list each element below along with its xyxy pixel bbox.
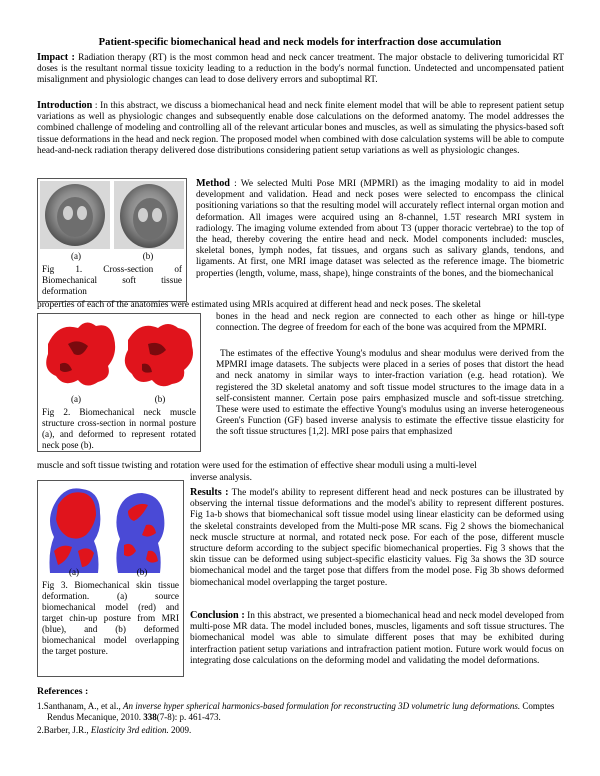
results-text: The model's ability to represent different head and neck postures can be illustrated by observing the internal tissue deformations and the model's ability to represent different postures. Fig 1a-b shows that biomechanical soft tissue model using linear elasticity can be deformed using the skeletal constraints developed from the Multi-pose MR scans. Fig 2 shows the biomechanical neck muscle structure at normal, and rotated neck pose. For each of the pose, different muscle structure deform according to the subject specific biomechanical properties. Fig 3 shows that the skin tissue can be deformed using subject-specific elasticity values. Fig 3a shows the 3D source biomechanical model and the target pose that differs from the model pose. Fig 3b shows deformed biomechanical model overlapping the target posture.: [190, 488, 564, 588]
reference-2-year: 2009.: [171, 725, 192, 735]
paper-title: Patient-specific biomechanical head and neck models for interfraction dose accumulation: [98, 37, 502, 48]
figure-1a-label: (a): [71, 251, 81, 261]
conclusion-heading: Conclusion :: [190, 610, 245, 621]
method-paragraph-3: The estimates of the effective Young's modulus and shear modulus were derived from the MPMRI image datasets. The subjects were placed in a series of poses that distort the head and neck anatomy in similar ways to inter-fraction variation (e.g. head rotation). We registered the 3D skeletal anatomy and soft tissue model structures to the image data in a self-consistent manner. Certain pose pairs emphasized muscle and soft-tissue stretching. These were used to estimate the effective Young's modulus using an inverse heterogeneous Green's Function (GF) based inverse analysis to estimate the effective tissue elasticity for the soft tissue structures [1,2]. MRI pose pairs that emphasized: [216, 349, 564, 438]
figure-2b-muscle: [125, 324, 193, 386]
reference-1-volume: 338: [143, 712, 157, 722]
figure-1b-label: (b): [142, 251, 154, 261]
figure-1b-inner-tissue: [133, 198, 167, 240]
figure-2b-label: (b): [154, 394, 166, 404]
method-text-4: inverse analysis.: [190, 473, 252, 483]
references: [37, 686, 564, 736]
figure-3a-label: (a): [69, 567, 79, 577]
reference-1-journal: Comptes Rendus Mecanique, 2010.: [47, 701, 555, 722]
figure-3a-model: [50, 488, 101, 573]
figure-1a-bone-left: [63, 206, 73, 220]
method-text-1: : We selected Multi Pose MRI (MPMRI) as the imaging modality to aid in model development and validation. Head and neck poses were selected to encompass the clinical positioning variations so that the resulting model will accurately reflect internal organ motion and deformation. All images were acquired using an 8-channel, 1.5T research MRI system in radiology. The imaging volume extended from about T3 (upper thoracic vertebrae) to the top of the head, thereby covering the entire head and neck. Model components included: muscles, skeletal bones, lymph nodes, fat tissues, and organs such as salivary glands, tendons, and ligaments. At first, one MRI image dataset was selected as the reference image. The biometric properties (length, volume, mass, shape), hinge constraints of the bones, and the biomechanical: [196, 179, 565, 279]
introduction-heading: Introduction: [37, 100, 93, 111]
introduction-text: : In this abstract, we discuss a biomechanical head and neck finite element model that will be able to represent patient setup variations as well as physiologic changes and subsequently enable dose calculations on the deformed anatomy. The model addresses the combined challenge of modeling and controlling all of the relevant articular bones and muscles, as well as simulating the physics-based soft tissue deformations in the head and neck region. The proposed model when combined with dose calculation systems will be able to compute head-and-neck radiation therapy delivered dose distributions considering patient setup variations as well as physiologic changes.: [37, 101, 565, 156]
conclusion-paragraph: [190, 610, 564, 667]
reference-2: [37, 725, 564, 736]
figure-3b-model: [116, 493, 164, 573]
figure-1a-inner-tissue: [57, 197, 93, 237]
reference-2-title: Elasticity 3rd edition.: [90, 725, 169, 735]
figure-1: [37, 178, 187, 302]
impact-paragraph: [37, 52, 564, 87]
method-full-line-1: properties of each of the anatomies were estimated using MRIs acquired at different head and neck poses. The skeletal: [37, 300, 482, 310]
references-heading: References :: [37, 686, 89, 697]
figure-1a-bone-right: [77, 206, 87, 220]
figure-2: [37, 313, 201, 452]
figure-1b-bone-right: [152, 208, 162, 222]
reference-1-pages: (7-8): p. 461-473.: [156, 712, 221, 722]
reference-1-authors: 1.Santhanam, A., et al.,: [37, 701, 121, 711]
reference-2-authors: 2.Barber, J.R.,: [37, 725, 89, 735]
impact-heading: Impact :: [37, 52, 75, 63]
method-paragraph-1: [196, 178, 564, 280]
figure-1-caption: Fig 1. Cross-section of Biomechanical soft tissue deformation: [42, 264, 182, 296]
figure-3b-label: (b): [136, 567, 148, 577]
reference-1: [37, 701, 564, 723]
method-heading: Method: [196, 178, 230, 189]
introduction-paragraph: [37, 100, 564, 157]
figure-2-caption: Fig 2. Biomechanical neck muscle structure cross-section in normal posture (a), and deformed to represent rotated neck pose (b).: [42, 407, 196, 450]
figure-2a-label: (a): [71, 394, 81, 404]
figure-3-image: [38, 481, 183, 576]
method-paragraph-2: bones in the head and neck region are connected to each other as hinge or hill-type connection. The degree of freedom for each of the bone was acquired from the MPMRI.: [216, 312, 564, 334]
reference-1-title: An inverse hyper spherical harmonics-based formulation for reconstructing 3D volumetric lung deformations.: [122, 701, 521, 711]
figure-3: [37, 480, 184, 677]
results-heading: Results :: [190, 487, 229, 498]
impact-text: Radiation therapy (RT) is the most common head and neck cancer treatment. The major obstacle to delivering tumoricidal RT doses is the resultant normal tissue toxicity leading to a reduction in the body's normal function. Undetected and uncompensated patient misalignment and physiologic changes can lead to dose delivery errors and suboptimal RT.: [37, 53, 564, 86]
figure-2-image: [38, 314, 200, 394]
results-paragraph: [190, 487, 564, 589]
conclusion-text: In this abstract, we presented a biomechanical head and neck model developed from multi-pose MR data. The model included bones, muscles, ligaments and soft tissue structures. The biomechanical model was able to simulate different poses that may be exhibited during interfraction patient setup variations and intrafraction patient motion. Future work would focus on integrating dose calculations on the deforming model and validating the model deformations.: [190, 611, 564, 666]
figure-1b-bone-left: [138, 208, 148, 222]
figure-3-caption: Fig 3. Biomechanical skin tissue deformation. (a) source biomechanical model (red) and target chin-up posture from MRI (blue), and (b) deformed biomechanical model overlapping the target posture.: [42, 580, 179, 656]
method-full-line-2: muscle and soft tissue twisting and rotation were used for the estimation of effective shear moduli using a multi-level: [37, 461, 477, 471]
